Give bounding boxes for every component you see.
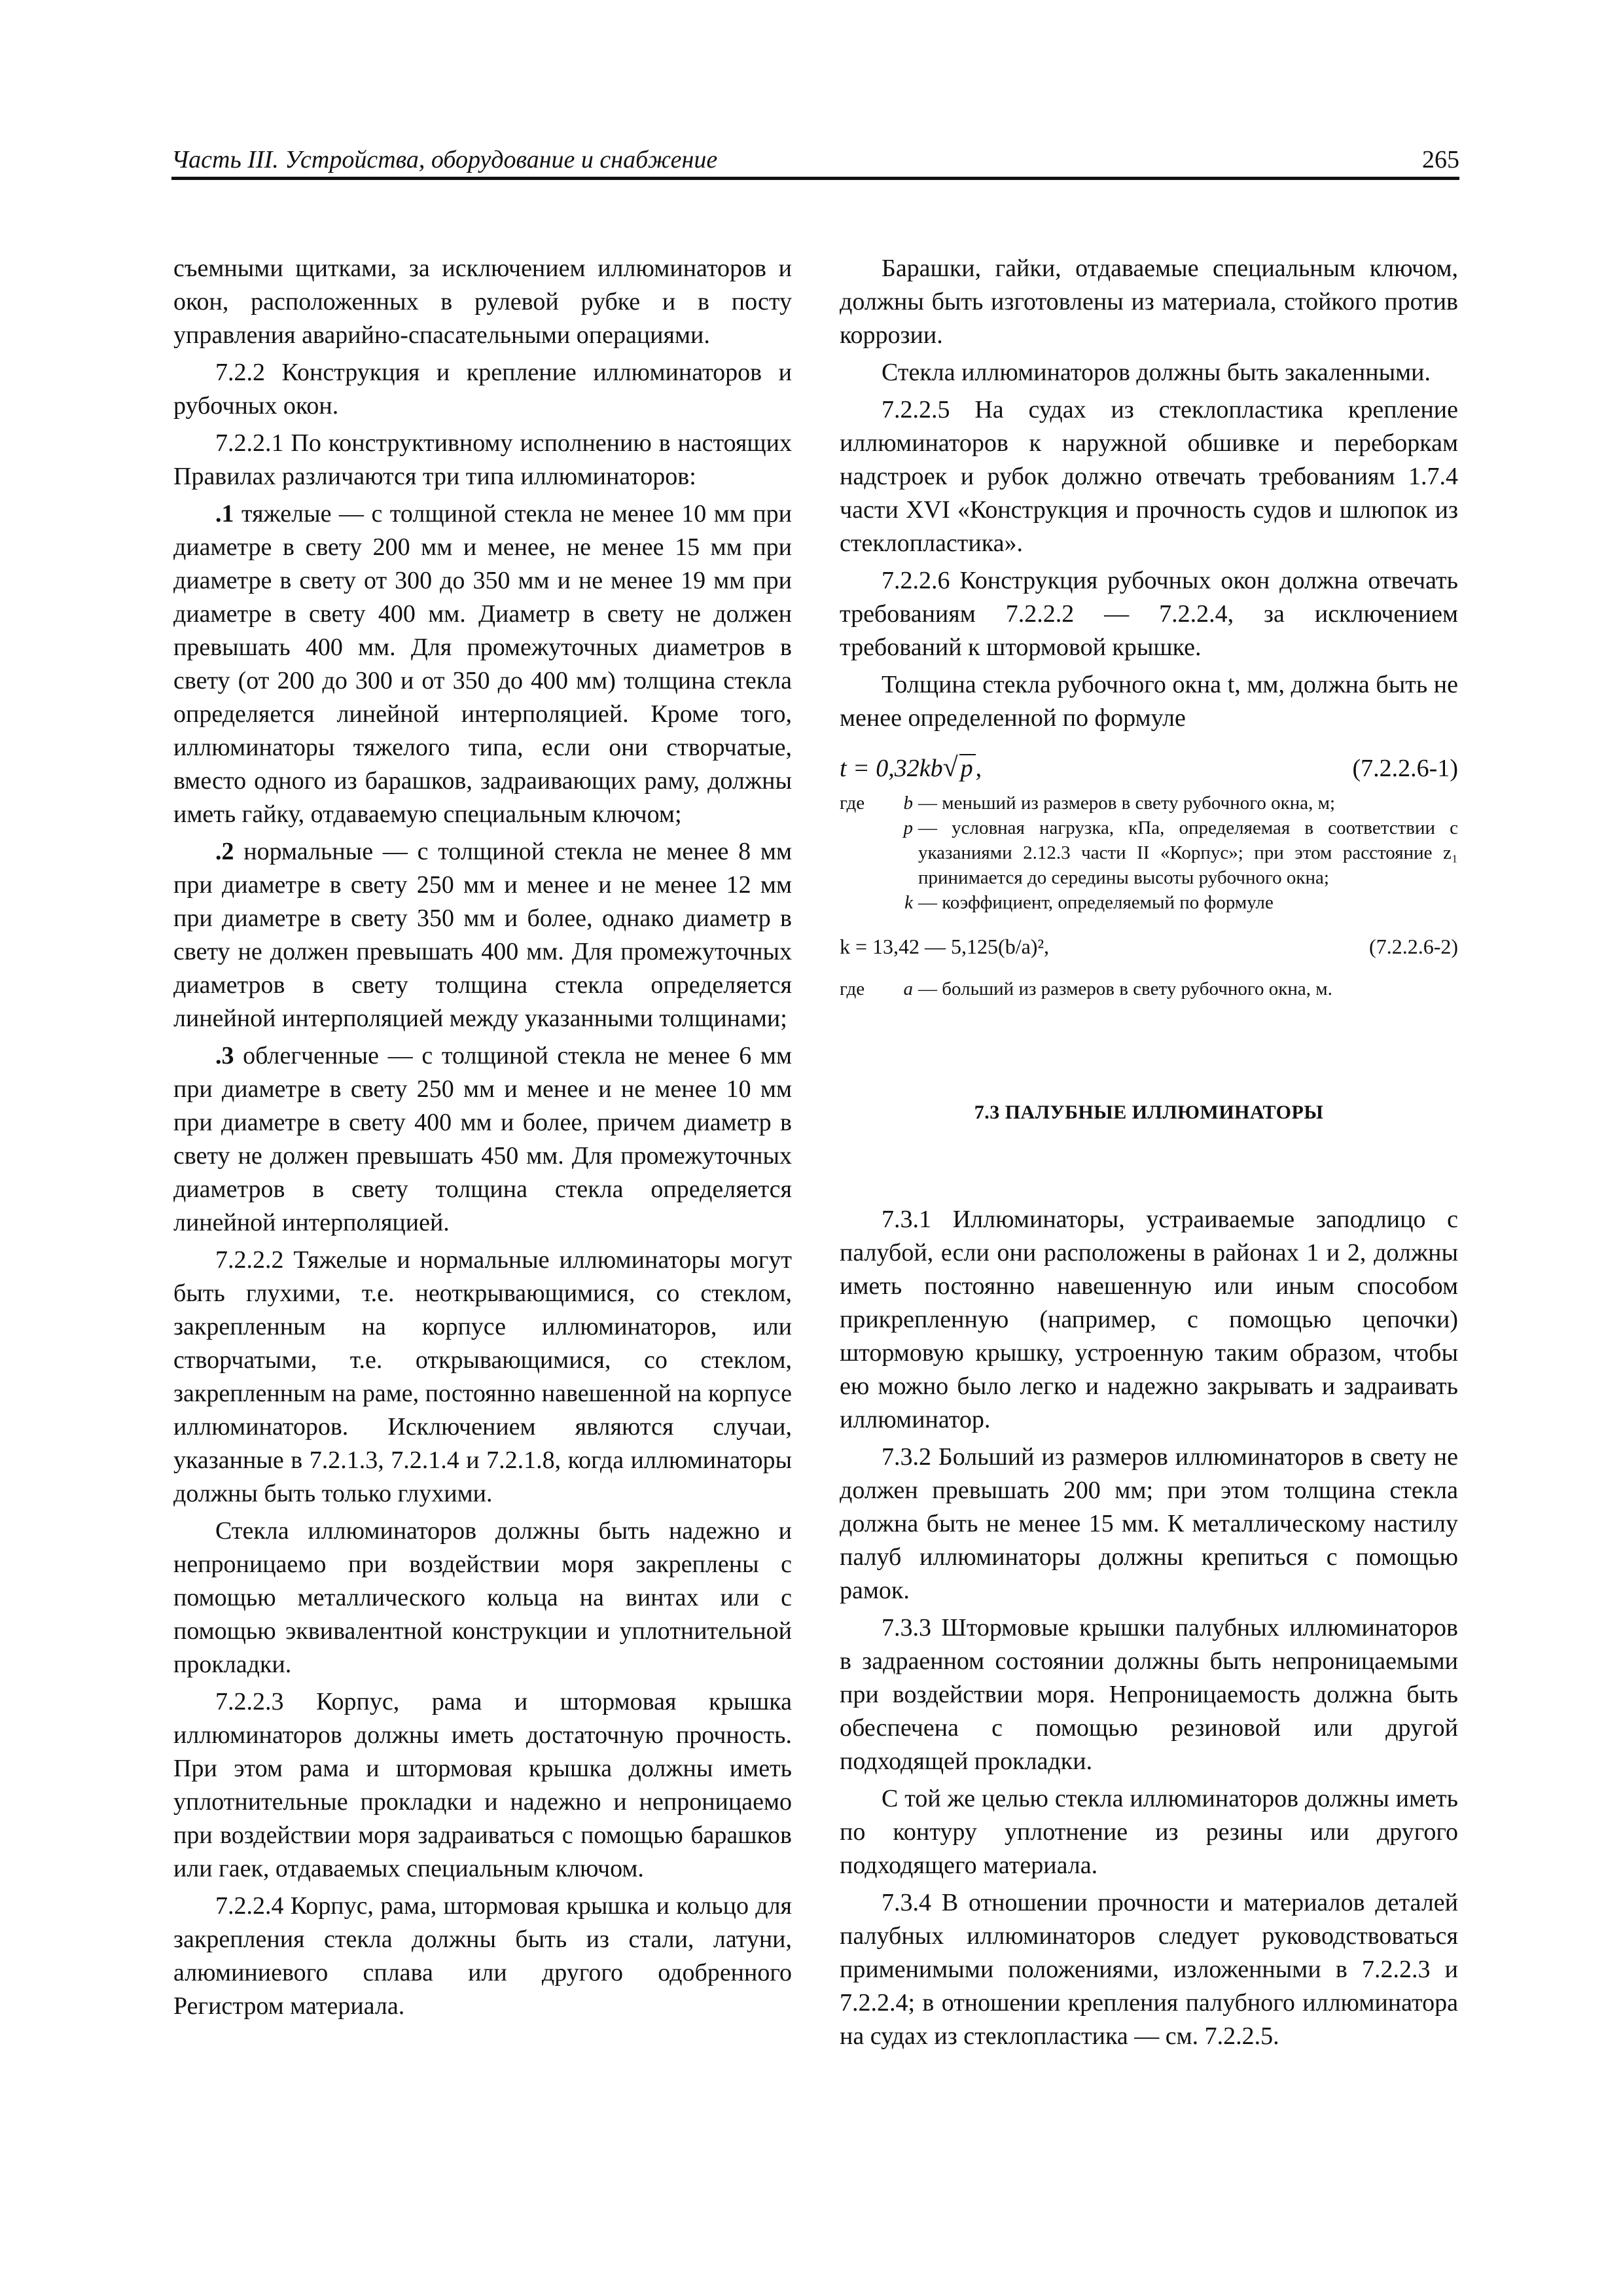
clause-number: 7.2.2.5 xyxy=(882,396,950,423)
running-header-title: Часть III. Устройства, оборудование и снабжение xyxy=(171,146,718,173)
clause-number: 7.2.2.1 xyxy=(215,429,284,457)
right-column-bottom xyxy=(840,1203,1458,2053)
paragraph-text: Толщина стекла рубочного окна t, мм, должна быть не менее определенной по формуле xyxy=(840,671,1458,732)
legend-text: — условная нагрузка, кПа, определяемая в соответствии с указаниями 2.12.3 части II «Корпус»; при этом расстояние z₁ принимается до середины высоты рубочного окна; xyxy=(918,817,1458,888)
paragraph xyxy=(173,1515,792,1681)
paragraph xyxy=(173,356,792,423)
paragraph-text: Корпус, рама, штормовая крышка и кольцо для закрепления стекла должны быть из стали, латуни, алюминиевого сплава или другого одобренного Регистром материала. xyxy=(173,1892,793,2020)
formula-7-2-2-6-1 xyxy=(840,749,1458,787)
legend-label: где xyxy=(840,978,865,999)
paragraph-text: тяжелые — с толщиной стекла не менее 10 мм при диаметре в свету 200 мм и менее, не менее 15 мм при диаметре в свету от 300 до 350 мм и не менее 19 мм при диаметре в свету 400 мм. Диаметр в свету не должен превышать 400 мм. Для промежуточных диаметров в свету (от 200 до 300 и от 350 до 400 мм) толщина стекла определяется линейной интерполяцией. Кроме того, иллюминаторы тяжелого типа, если они створчатые, вместо одного из барашков, задраивающих раму, должны иметь гайку, отдаваемую специальным ключом; xyxy=(173,500,792,828)
sqrt-icon: √ xyxy=(942,753,958,783)
paragraph xyxy=(840,668,1458,735)
legend-label: где xyxy=(840,793,865,814)
legend-text: — меньший из размеров в свету рубочного окна, м; xyxy=(918,793,1336,814)
header-rule xyxy=(171,177,1459,180)
legend-text: — больший из размеров в свету рубочного окна, м. xyxy=(918,978,1332,999)
formula-radicand: p xyxy=(959,754,976,781)
formula-legend-2 xyxy=(840,977,1458,1001)
legend-text: — коэффициент, определяемый по формуле xyxy=(918,892,1274,913)
legend-label xyxy=(840,890,888,915)
clause-number: 7.2.2.6 xyxy=(882,567,950,594)
legend-label xyxy=(840,816,888,890)
paragraph xyxy=(173,1244,792,1511)
clause-number: 7.3.2 xyxy=(882,1443,931,1471)
formula-expression xyxy=(840,749,982,787)
paragraph xyxy=(840,1611,1458,1778)
clause-heading: Конструкция и крепление иллюминаторов и рубочных окон. xyxy=(173,359,792,420)
paragraph-text: Барашки, гайки, отдаваемые специальным ключом, должны быть изготовлены из материала, стойкого против коррозии. xyxy=(840,255,1458,349)
clause-number: .1 xyxy=(215,500,234,528)
paragraph-text: Конструкция рубочных окон должна отвечать требованиям 7.2.2.2 — 7.2.2.4, за исключением требований к штормовой крышке. xyxy=(840,567,1458,661)
paragraph-text: Тяжелые и нормальные иллюминаторы могут быть глухими, т.е. неоткрывающимися, со стеклом, закрепленным на корпусе иллюминаторов, или створчатыми, т.е. открывающимися, со стеклом, закрепленным на раме, постоянно навешенной на корпусе иллюминаторов. Исключением являются случаи, указанные в 7.2.1.3, 7.2.1.4 и 7.2.1.8, когда иллюминаторы должны быть только глухими. xyxy=(173,1246,792,1507)
legend-row xyxy=(840,977,1458,1001)
paragraph-text: облегченные — с толщиной стекла не менее 6 мм при диаметре в свету 250 мм и менее и не менее 10 мм при диаметре в свету 400 мм и более, причем диаметр в свету не должен превышать 450 мм. Для промежуточных диаметров в свету толщина стекла определяется линейной интерполяцией. xyxy=(173,1042,792,1236)
formula-legend-1 xyxy=(840,791,1458,915)
legend-row xyxy=(840,791,1458,816)
page-number: 265 xyxy=(1422,146,1459,173)
paragraph-text: Стекла иллюминаторов должны быть закаленными. xyxy=(882,359,1431,386)
clause-number: 7.3.4 xyxy=(882,1889,931,1916)
paragraph-text: Стекла иллюминаторов должны быть надежно и непроницаемо при воздействии моря закреплены с помощью металлического кольца на винтах или с помощью эквивалентной конструкции и уплотнительной прокладки. xyxy=(173,1517,792,1678)
paragraph-text: По конструктивному исполнению в настоящих Правилах различаются три типа иллюминаторов: xyxy=(173,429,793,490)
right-column-top xyxy=(840,252,1458,735)
clause-number: .2 xyxy=(215,838,234,865)
legend-symbol: k xyxy=(904,892,913,913)
formula-number: (7.2.2.6-1) xyxy=(1352,755,1458,782)
paragraph xyxy=(173,252,792,352)
paragraph xyxy=(840,252,1458,352)
paragraph xyxy=(840,1886,1458,2053)
paragraph xyxy=(840,1441,1458,1607)
paragraph-text: Больший из размеров иллюминаторов в свету не должен превышать 200 мм; при этом толщина стекла должна быть не менее 15 мм. К металлическому настилу палуб иллюминаторы должны крепиться с помощью рамок. xyxy=(840,1443,1458,1604)
clause-number: 7.2.2.4 xyxy=(215,1892,284,1920)
clause-number: 7.3.3 xyxy=(882,1614,931,1641)
legend-symbol: b xyxy=(903,793,913,814)
formula-7-2-2-6-2 xyxy=(840,928,1458,965)
clause-number: .3 xyxy=(215,1042,234,1069)
paragraph-text: съемными щитками, за исключением иллюминаторов и окон, расположенных в рулевой рубке и в посту управления аварийно-спасательными операциями. xyxy=(173,255,792,349)
clause-number: 7.3.1 xyxy=(882,1206,931,1233)
paragraph-text: нормальные — с толщиной стекла не менее 8 мм при диаметре в свету 250 мм и менее и не менее 12 мм при диаметре в свету 350 мм и более, однако диаметр в свету не должен превышать 400 мм. Для промежуточных диаметров в свету толщина стекла определяется линейной интерполяцией между указанными толщинами; xyxy=(173,838,793,1032)
clause-number: 7.2.2.2 xyxy=(215,1246,284,1274)
formula-expression: k = 13,42 — 5,125(b/a)², xyxy=(840,935,1050,958)
paragraph xyxy=(173,497,792,831)
legend-row xyxy=(840,816,1458,890)
legend-symbol: a xyxy=(903,978,913,999)
legend-symbol: p xyxy=(903,817,913,838)
paragraph xyxy=(840,564,1458,664)
paragraph xyxy=(840,393,1458,560)
paragraph xyxy=(173,1039,792,1240)
paragraph xyxy=(840,356,1458,389)
formula-number: (7.2.2.6-2) xyxy=(1369,935,1458,958)
paragraph xyxy=(840,1203,1458,1437)
paragraph-text: На судах из стеклопластика крепление иллюминаторов к наружной обшивке и переборкам надстроек и рубок должно отвечать требованиям 1.7.4 части XVI «Конструкция и прочность судов и шлюпок из стеклопластика». xyxy=(840,396,1458,557)
legend-row xyxy=(840,890,1458,915)
clause-number: 7.2.2.3 xyxy=(215,1688,284,1715)
right-column xyxy=(840,252,1458,2057)
paragraph-text: Иллюминаторы, устраиваемые заподлицо с палубой, если они расположены в районах 1 и 2, должны иметь постоянно навешенную или иным способом прикрепленную (например, с помощью цепочки) штормовую крышку, устроенную таким образом, чтобы ею можно было легко и надежно закрывать и задраивать иллюминатор. xyxy=(840,1206,1459,1433)
section-title: 7.3 ПАЛУБНЫЕ ИЛЛЮМИНАТОРЫ xyxy=(974,1102,1324,1123)
paragraph-text: Штормовые крышки палубных иллюминаторов в задраенном состоянии должны быть непроницаемыми при воздействии моря. Непроницаемость должна быть обеспечена с помощью резиновой или другой подходящей прокладки. xyxy=(840,1614,1458,1775)
paragraph xyxy=(173,1685,792,1886)
paragraph xyxy=(173,835,792,1035)
paragraph-text: С той же целью стекла иллюминаторов должны иметь по контуру уплотнение из резины или другого подходящего материала. xyxy=(840,1785,1458,1879)
formula-tail: , xyxy=(975,755,982,782)
paragraph xyxy=(173,427,792,493)
paragraph xyxy=(840,1782,1458,1882)
clause-number: 7.2.2 xyxy=(215,359,265,386)
left-column xyxy=(173,252,792,2027)
formula-lhs: t = 0,32kb xyxy=(840,755,943,782)
paragraph xyxy=(173,1890,792,2023)
running-header xyxy=(171,143,1459,177)
paragraph-text: Корпус, рама и штормовая крышка иллюминаторов должны иметь достаточную прочность. При этом рама и штормовая крышка должны иметь уплотнительные прокладки и надежно и непроницаемо при воздействии моря задраиваться с помощью барашков или гаек, отдаваемых специальным ключом. xyxy=(173,1688,792,1882)
paragraph-text: В отношении прочности и материалов деталей палубных иллюминаторов следует руководствоваться применимыми положениями, изложенными в 7.2.2.3 и 7.2.2.4; в отношении крепления палубного иллюминатора на судах из стеклопластика — см. 7.2.2.5. xyxy=(840,1889,1458,2050)
